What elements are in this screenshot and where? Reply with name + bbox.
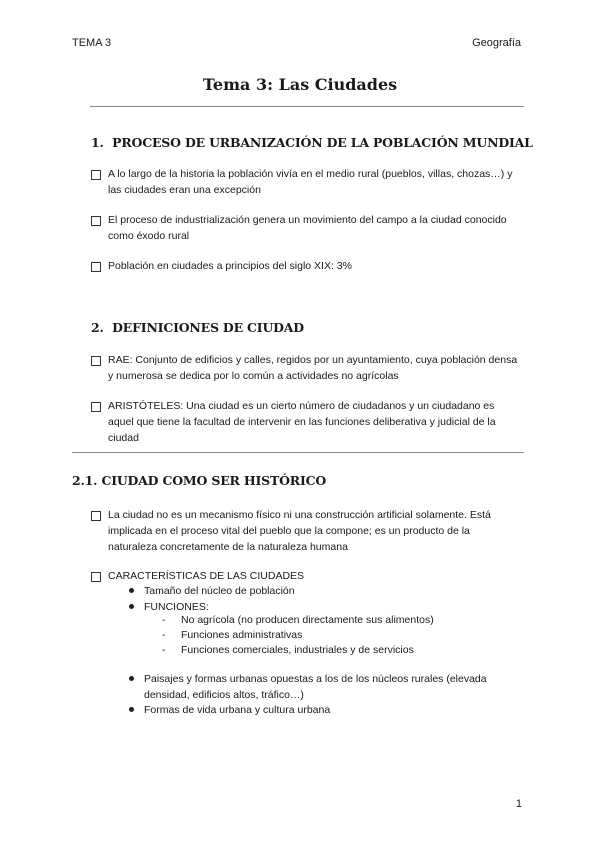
checkbox-icon (91, 262, 101, 272)
function-item: No agrícola (no producen directamente sus alimentos) (181, 614, 434, 626)
checkbox-icon (91, 511, 101, 521)
section-2-1-heading: 2.1. CIUDAD COMO SER HISTÓRICO (72, 473, 327, 488)
checkbox-icon (91, 402, 101, 412)
page-number: 1 (515, 798, 522, 810)
title-divider (90, 106, 524, 107)
list-item-text: CARACTERÍSTICAS DE LAS CIUDADES (108, 570, 305, 582)
bullet-icon (129, 707, 134, 712)
section-2-heading (91, 320, 304, 335)
section-1-heading (91, 135, 533, 150)
list-item (91, 166, 521, 198)
function-item: Funciones administrativas (181, 629, 303, 641)
list-item-text: El proceso de industrialización genera un movimiento del campo a la ciudad conocido como éxodo rural (108, 214, 507, 242)
list-item (91, 507, 521, 555)
list-item (91, 568, 521, 584)
bullet-item: Tamaño del núcleo de población (144, 585, 295, 597)
bullet-icon (129, 588, 134, 593)
section-1-title: PROCESO DE URBANIZACIÓN DE LA POBLACIÓN MUNDIAL (112, 135, 533, 150)
dash-marker: - (162, 614, 166, 626)
bullet-icon (129, 604, 134, 609)
list-item-text: ARISTÓTELES: Una ciudad es un cierto número de ciudadanos y un ciudadano es aquel que tiene la facultad de intervenir en las funciones deliberativa y judicial de la ciudad (108, 400, 496, 444)
list-item-text: A lo largo de la historia la población vivía en el medio rural (pueblos, villas, chozas…) y las ciudades eran una excepción (108, 168, 513, 196)
list-item (91, 398, 521, 446)
checkbox-icon (91, 170, 101, 180)
header-left: TEMA 3 (72, 37, 112, 49)
list-item (91, 258, 521, 274)
list-item-text: Población en ciudades a principios del siglo XIX: 3% (108, 260, 352, 272)
bullet-item: Paisajes y formas urbanas opuestas a los de los núcleos rurales (elevada densidad, edificios altos, tráfico…) (144, 673, 487, 701)
dash-marker: - (162, 629, 166, 641)
list-item-text: La ciudad no es un mecanismo físico ni una construcción artificial solamente. Está implicada en el proceso vital del pueblo que la compone; es un producto de la naturaleza concretamente de la naturaleza humana (108, 509, 491, 553)
checkbox-icon (91, 356, 101, 366)
header-right: Geografía (472, 37, 521, 49)
list-item (91, 212, 521, 244)
section-2-title: DEFINICIONES DE CIUDAD (112, 320, 304, 335)
section-divider (72, 452, 524, 453)
page-title: Tema 3: Las Ciudades (202, 75, 398, 94)
bullet-item: Formas de vida urbana y cultura urbana (144, 704, 331, 716)
bullet-icon (129, 676, 134, 681)
checkbox-icon (91, 216, 101, 226)
dash-marker: - (162, 644, 166, 656)
section-1-number: 1. (91, 135, 104, 150)
section-2-number: 2. (91, 320, 104, 335)
function-item: Funciones comerciales, industriales y de servicios (181, 644, 414, 656)
list-item (91, 352, 521, 384)
list-item-text: RAE: Conjunto de edificios y calles, regidos por un ayuntamiento, cuya población densa y numerosa se dedica por lo común a actividades no agrícolas (108, 354, 518, 382)
checkbox-icon (91, 572, 101, 582)
bullet-item: FUNCIONES: (144, 601, 209, 613)
